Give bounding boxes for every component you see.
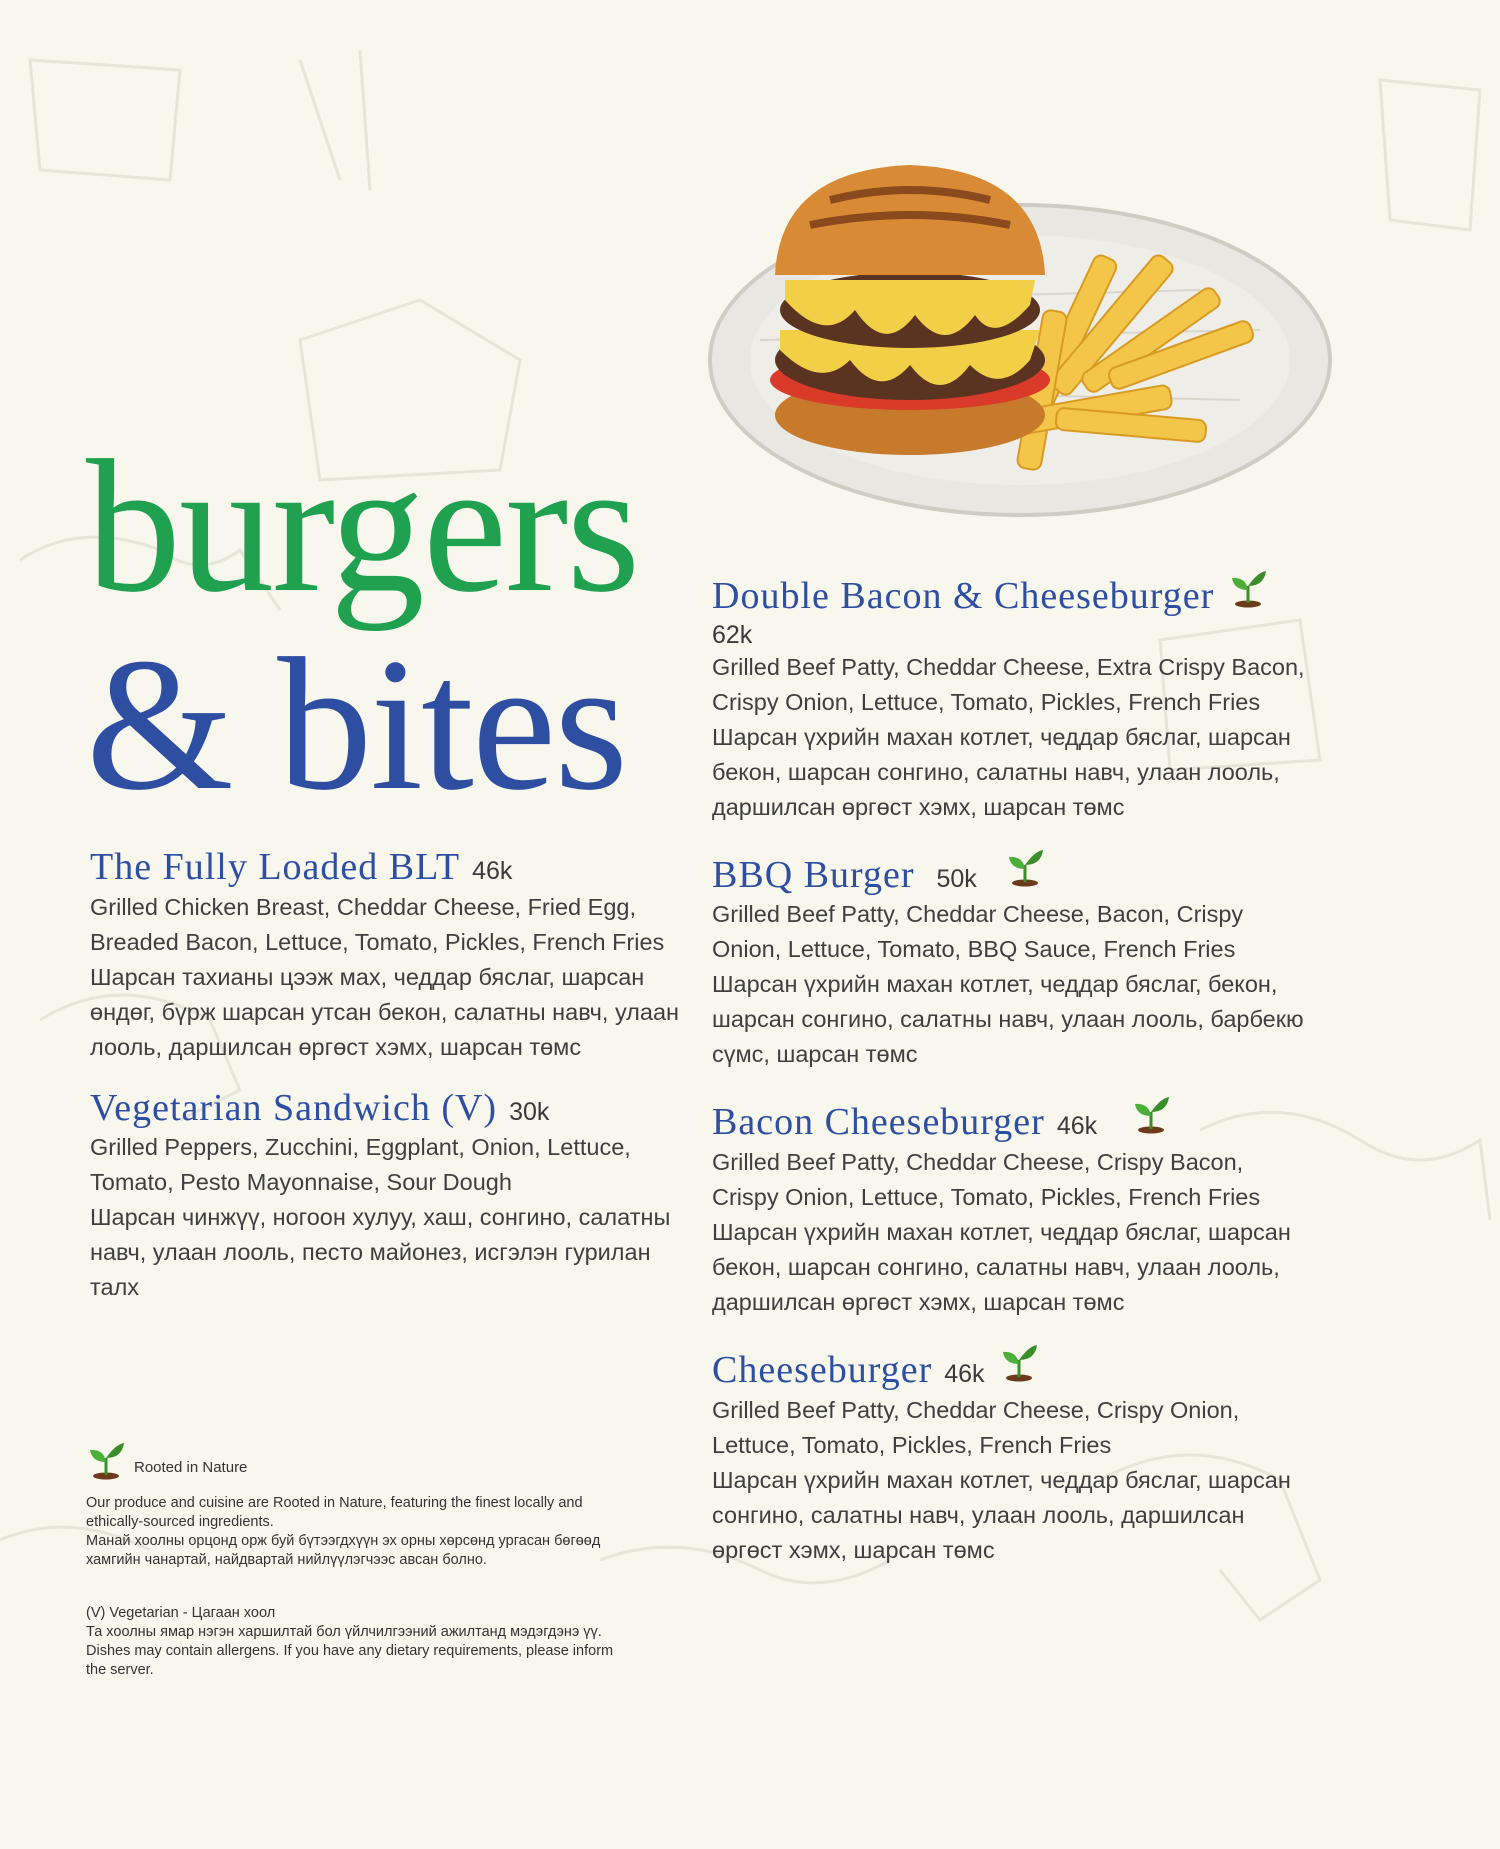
item-description-mn: Шарсан тахианы цээж мах, чеддар бяслаг, шарсан өндөг, бүрж шарсан утсан бекон, салатны навч, улаан лооль, даршилсан өргөст хэмх, шарсан төмс [90, 963, 680, 1060]
item-description-mn: Шарсан үхрийн махан котлет, чеддар бяслаг, шарсан бекон, шарсан сонгино, салатны навч, улаан лооль, даршилсан өргөст хэмх, шарсан төмс [712, 723, 1291, 820]
item-description-mn: Шарсан үхрийн махан котлет, чеддар бяслаг, бекон, шарсан сонгино, салатны навч, улаан лооль, барбекю сүмс, шарсан төмс [712, 971, 1304, 1068]
menu-title-burgers: burgers [86, 422, 639, 632]
rooted-in-nature-note [86, 1440, 626, 1570]
item-name: Vegetarian Sandwich (V) [90, 1086, 498, 1129]
item-name: Bacon Cheeseburger [712, 1101, 1045, 1144]
item-name: The Fully Loaded BLT [90, 846, 461, 888]
allergy-note-mn: Та хоолны ямар нэгэн харшилтай бол үйлчилгээний ажилтанд мэдэгдэнэ үү. [86, 1624, 602, 1640]
item-description-en: Grilled Peppers, Zucchini, Eggplant, Onion, Lettuce, Tomato, Pesto Mayonnaise, Sour Dough [90, 1134, 631, 1196]
sprout-icon [1228, 568, 1268, 608]
item-name: BBQ Burger [712, 853, 915, 896]
item-price: 46k [472, 857, 513, 885]
rooted-label: Rooted in Nature [134, 1458, 248, 1476]
item-price: 46k [1056, 1112, 1098, 1141]
menu-item-double-bacon-cheeseburger [712, 568, 1312, 825]
item-price: 62k [712, 620, 753, 649]
menu-item-fully-loaded-blt [90, 846, 690, 1065]
item-description-mn: Шарсан үхрийн махан котлет, чеддар бяслаг, шарсан бекон, шарсан сонгино, салатны навч, улаан лооль, даршилсан өргөст хэмх, шарсан төмс [712, 1219, 1291, 1316]
item-description-en: Grilled Beef Patty, Cheddar Cheese, Crispy Bacon, Crispy Onion, Lettuce, Tomato, Pickles, French Fries [712, 1149, 1261, 1211]
item-description-en: Grilled Chicken Breast, Cheddar Cheese, Fried Egg, Breaded Bacon, Lettuce, Tomato, Pickles, French Fries [90, 893, 665, 955]
item-description-mn: Шарсан үхрийн махан котлет, чеддар бяслаг, шарсан сонгино, салатны навч, улаан лооль, даршилсан өргөст хэмх, шарсан төмс [712, 1466, 1291, 1563]
sprout-icon [86, 1440, 126, 1480]
item-price: 30k [509, 1097, 550, 1126]
menu-item-cheeseburger [712, 1342, 1312, 1568]
rooted-text-mn: Манай хоолны орцонд орж буй бүтээгдхүүн эх орны хөрсөнд ургасан бөгөөд хамгийн чанартай, найдвартай нийлүүлэгчээс авсан болно. [86, 1533, 601, 1568]
sprout-icon [999, 1342, 1039, 1382]
item-description-en: Grilled Beef Patty, Cheddar Cheese, Extra Crispy Bacon, Crispy Onion, Lettuce, Tomato, Pickles, French Fries [712, 653, 1305, 715]
item-description-mn: Шарсан чинжүү, ногоон хулуу, хаш, сонгино, салатны навч, улаан лооль, песто майонез, исгэлэн гурилан талх [90, 1204, 671, 1301]
burger-with-fries-photo [700, 160, 1340, 530]
sprout-icon [1131, 1094, 1171, 1134]
vegetarian-allergen-note [86, 1604, 626, 1680]
item-price: 50k [936, 864, 977, 893]
item-name: Cheeseburger [712, 1349, 933, 1392]
item-price: 46k [944, 1360, 985, 1389]
menu-column-right [712, 568, 1312, 1590]
menu-title-bites: & bites [86, 620, 627, 830]
vegetarian-legend: (V) Vegetarian - Цагаан хоол [86, 1605, 276, 1621]
menu-item-vegetarian-sandwich [90, 1087, 690, 1306]
allergy-note-en: Dishes may contain allergens. If you have any dietary requirements, please inform the server. [86, 1643, 614, 1678]
item-description-en: Grilled Beef Patty, Cheddar Cheese, Crispy Onion, Lettuce, Tomato, Pickles, French Fries [712, 1396, 1240, 1458]
item-name: Double Bacon & Cheeseburger [712, 575, 1215, 617]
menu-item-bacon-cheeseburger [712, 1094, 1312, 1320]
sprout-icon [1005, 847, 1045, 887]
rooted-text-en: Our produce and cuisine are Rooted in Nature, featuring the finest locally and ethically-sourced ingredients. [86, 1495, 583, 1530]
item-description-en: Grilled Beef Patty, Cheddar Cheese, Bacon, Crispy Onion, Lettuce, Tomato, BBQ Sauce, French Fries [712, 901, 1244, 963]
menu-item-bbq-burger [712, 847, 1312, 1073]
menu-column-left [90, 846, 690, 1327]
